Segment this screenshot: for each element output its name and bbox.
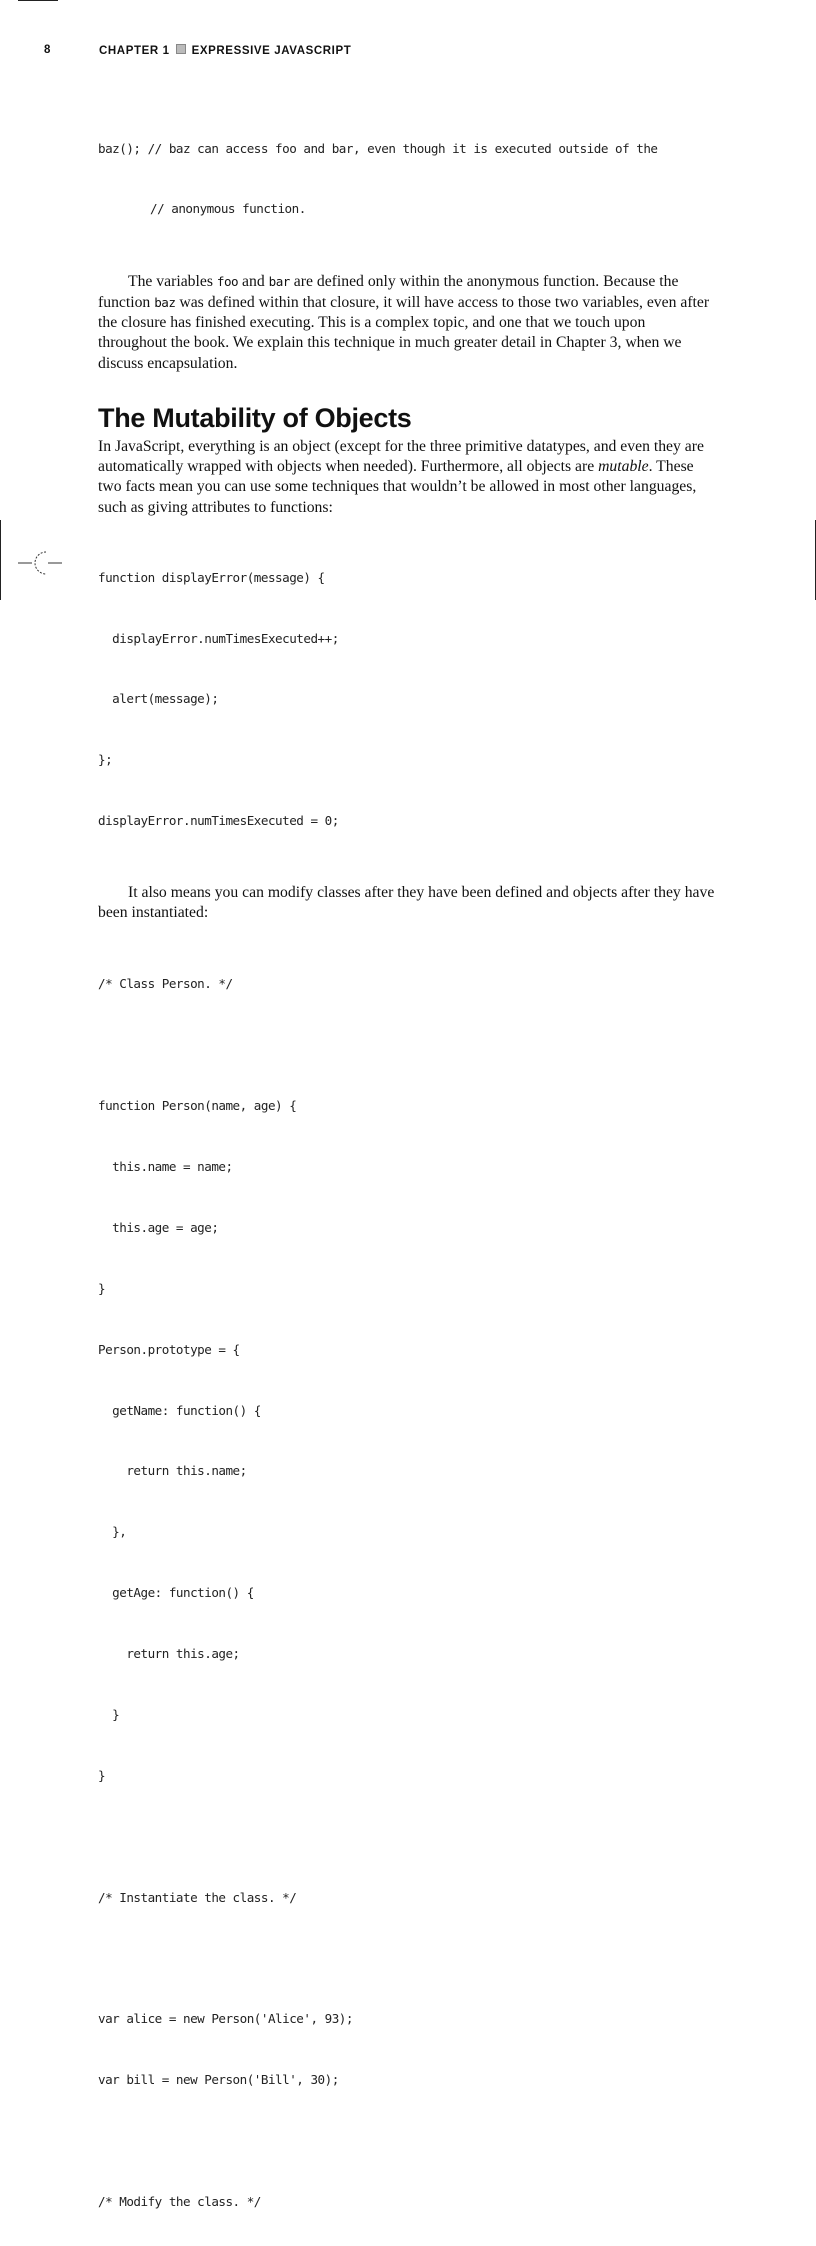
paragraph-mutability — [98, 437, 718, 518]
code-line: baz(); // baz can access foo and bar, even though it is executed outside of the — [98, 140, 658, 156]
chapter-label: CHAPTER 1 — [99, 45, 170, 57]
code-line: function displayError(message) { — [98, 569, 325, 585]
code-line: } — [98, 1767, 106, 1783]
code-line: displayError.numTimesExecuted = 0; — [98, 813, 339, 829]
crop-mark-left — [0, 520, 1, 600]
emphasis-mutable: mutable — [598, 458, 649, 476]
inline-code-foo: foo — [216, 274, 239, 290]
code-line — [98, 1827, 718, 1847]
code-line: /* Class Person. */ — [98, 976, 233, 992]
code-line: getAge: function() { — [98, 1585, 254, 1601]
code-line: return this.name; — [98, 1463, 247, 1479]
text-run: In JavaScript, everything is an object (except for the three primitive datatypes, and even they are automatically wrapped with objects when needed). Furthermore, all objects are — [98, 437, 704, 476]
crop-mark-top — [18, 0, 58, 1]
page-number: 8 — [44, 44, 51, 56]
code-line: var bill = new Person('Bill', 30); — [98, 2072, 339, 2088]
running-header — [44, 44, 772, 60]
text-run: and — [238, 273, 269, 291]
code-line — [98, 2131, 718, 2151]
text-run: was defined within that closure, it will have access to those two variables, even after the closure has finished executing. This is a complex topic, and one that we touch upon throughout the book. We explain this technique in much greater detail in Chapter 3, when we discuss encapsulation. — [98, 293, 710, 372]
code-line: Person.prototype = { — [98, 1341, 240, 1357]
code-block-closure — [98, 98, 718, 260]
text-run: . These two facts mean you can use some techniques that wouldn’t be allowed in most other languages, such as giving attributes to functions: — [98, 458, 697, 516]
code-line: this.name = name; — [98, 1158, 233, 1174]
code-line: } — [98, 1706, 120, 1722]
text-run: The variables — [128, 273, 217, 291]
inline-code-baz: baz — [154, 294, 176, 310]
inline-code-bar: bar — [268, 274, 290, 290]
code-line: this.age = age; — [98, 1219, 219, 1235]
code-line: /* Modify the class. */ — [98, 2194, 261, 2210]
chapter-heading — [99, 44, 351, 57]
code-line: var alice = new Person('Alice', 93); — [98, 2011, 353, 2027]
code-line: /* Instantiate the class. */ — [98, 1889, 297, 1905]
code-line: }; — [98, 752, 113, 768]
registration-mark-icon — [18, 548, 62, 578]
code-line: alert(message); — [98, 691, 219, 707]
paragraph-closure — [98, 272, 718, 373]
text-run: are defined only within the anonymous function. Because the function — [98, 273, 679, 311]
paragraph-modify-classes: It also means you can modify classes after they have been defined and objects after they have been instantiated: — [98, 884, 715, 922]
code-line: function Person(name, age) { — [98, 1098, 297, 1114]
code-line: } — [98, 1280, 106, 1296]
code-line: }, — [98, 1524, 127, 1540]
code-line: getName: function() { — [98, 1402, 261, 1418]
page-body — [98, 98, 718, 2246]
code-block-display-error — [98, 527, 718, 872]
chapter-title: EXPRESSIVE JAVASCRIPT — [191, 45, 352, 57]
code-line — [98, 1949, 718, 1969]
code-line: // anonymous function. — [150, 201, 306, 217]
code-line — [98, 1035, 718, 1055]
section-title: The Mutability of Objects — [98, 402, 412, 433]
code-line: return this.age; — [98, 1646, 240, 1662]
code-block-person-class — [98, 934, 718, 2246]
code-line: displayError.numTimesExecuted++; — [98, 630, 339, 646]
separator-box-icon — [176, 44, 186, 54]
